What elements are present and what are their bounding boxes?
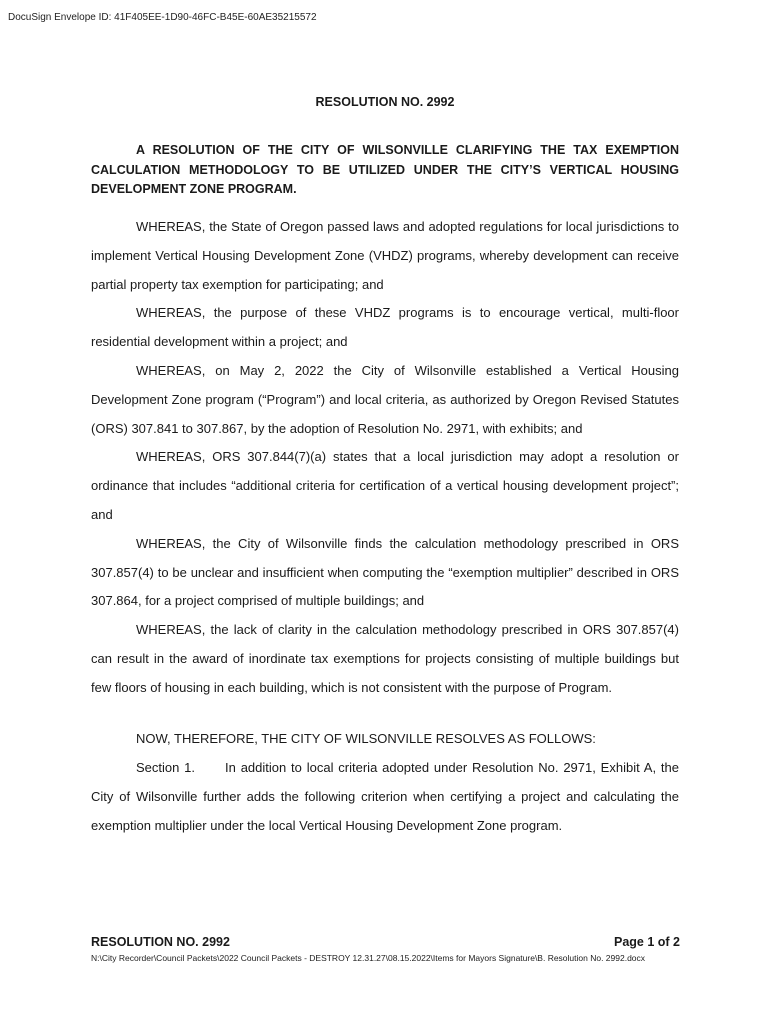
section-label: Section 1. — [136, 760, 196, 775]
section-text: In addition to local criteria adopted under Resolution No. 2971, Exhibit A, the City of Wilsonville further adds the following criterion when certifying a project and calculating the exemption multiplier under the local Vertical Housing Development Zone program. — [91, 760, 679, 833]
resolution-title: RESOLUTION NO. 2992 — [315, 95, 455, 109]
docusign-envelope-id: DocuSign Envelope ID: 41F405EE-1D90-46FC-B45E-60AE35215572 — [8, 12, 317, 23]
whereas-clause-5: WHEREAS, the City of Wilsonville finds the calculation methodology prescribed in ORS 307.857(4) to be unclear and insufficient when computing the “exemption multiplier” described in ORS 307.864, for a project comprised of multiple buildings; and — [91, 535, 679, 609]
whereas-clause-6: WHEREAS, the lack of clarity in the calculation methodology prescribed in ORS 307.857(4) can result in the award of inordinate tax exemptions for projects consisting of multiple buildings but few floors of housing in each building, which is not consistent with the purpose of Program. — [91, 622, 679, 695]
footer-resolution-number: RESOLUTION NO. 2992 — [91, 935, 230, 949]
footer-page-number: Page 1 of 2 — [614, 935, 680, 949]
whereas-clause-2: WHEREAS, the purpose of these VHDZ programs is to encourage vertical, multi-floor residential development within a project; and — [91, 305, 679, 350]
section-1 — [91, 754, 679, 840]
resolution-heading — [91, 141, 679, 200]
whereas-clause-1: WHEREAS, the State of Oregon passed laws and adopted regulations for local jurisdictions to implement Vertical Housing Development Zone (VHDZ) programs, whereby development can receive partial property tax exemption for participating; and — [91, 219, 679, 292]
whereas-clause-4: WHEREAS, ORS 307.844(7)(a) states that a local jurisdiction may adopt a resolution or ordinance that includes “additional criteria for certification of a vertical housing development project”; and — [91, 449, 679, 522]
resolves-statement: NOW, THEREFORE, THE CITY OF WILSONVILLE RESOLVES AS FOLLOWS: — [136, 731, 596, 746]
whereas-clauses — [91, 213, 679, 703]
resolution-heading-text: A RESOLUTION OF THE CITY OF WILSONVILLE CLARIFYING THE TAX EXEMPTION CALCULATION METHODOLOGY TO BE UTILIZED UNDER THE CITY’S VERTICAL HOUSING DEVELOPMENT ZONE PROGRAM. — [91, 143, 679, 196]
whereas-clause-3: WHEREAS, on May 2, 2022 the City of Wilsonville established a Vertical Housing Development Zone program (“Program”) and local criteria, as authorized by Oregon Revised Statutes (ORS) 307.841 to 307.867, by the adoption of Resolution No. 2971, with exhibits; and — [91, 362, 679, 436]
footer-file-path: N:\City Recorder\Council Packets\2022 Council Packets - DESTROY 12.31.27\08.15.2022\Items for Mayors Signature\B. Resolution No. 2992.docx — [91, 953, 646, 963]
